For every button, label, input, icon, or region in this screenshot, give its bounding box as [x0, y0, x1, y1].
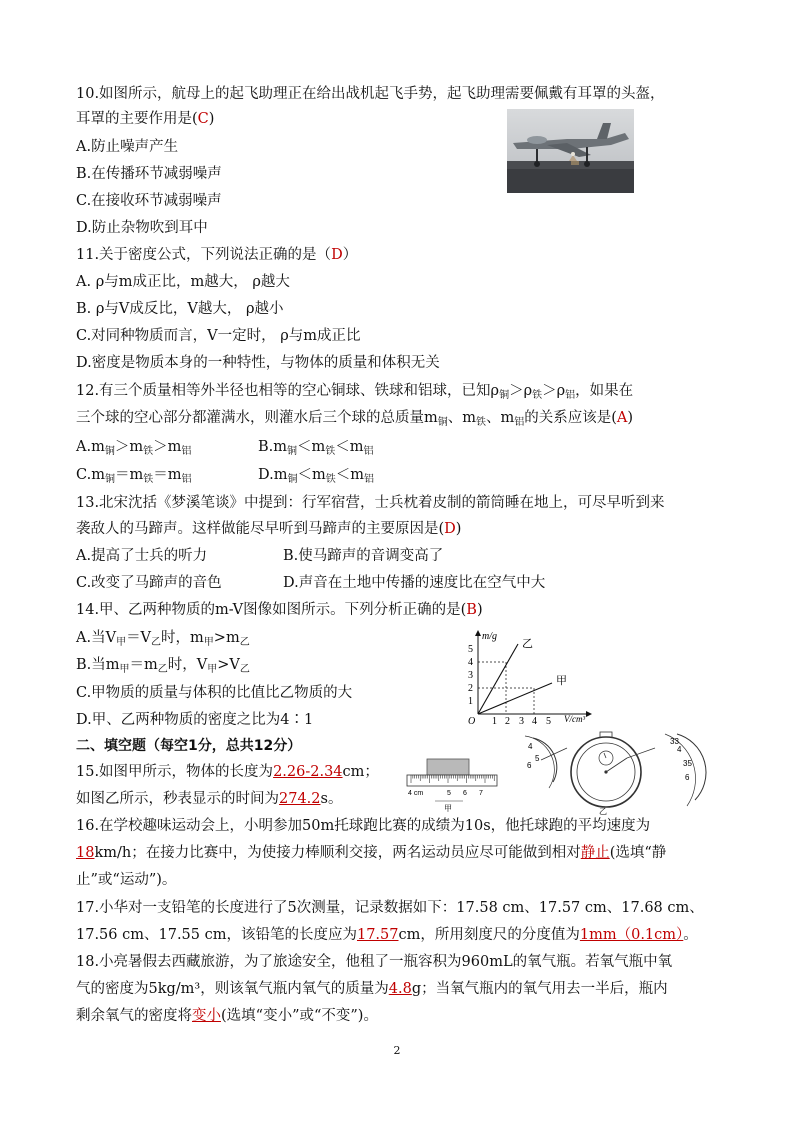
q12-stem-line1: 12.有三个质量相等外半径也相等的空心铜球、铁球和铝球，已知$\rho_铜>\rho_铁>\rho_铝$，如果在 [76, 383, 634, 401]
line-jia-label: 甲 [556, 675, 567, 687]
q12-option-d: $D.m_铜<m_铁<m_铝$ [258, 467, 374, 485]
big-dial-35: 35 [683, 759, 692, 768]
ruler-tick-7: 7 [479, 790, 483, 797]
q10-option-c: C.在接收环节减弱噪声 [76, 193, 222, 209]
y-tick-1: 1 [468, 696, 473, 707]
q15-answer-time: 274.2 [279, 791, 321, 807]
ruler-unit-label: 4 cm [408, 790, 424, 797]
q17-answer-length: 17.57 [356, 927, 399, 943]
ruler-tick-5: 5 [447, 790, 451, 797]
q16-answer-speed: 18 [76, 845, 95, 861]
y-tick-5: 5 [468, 644, 473, 655]
q14-answer: B [466, 602, 477, 618]
q13-option-d: D.声音在土地中传播的速度比在空气中大 [283, 575, 546, 591]
q18-answer-density: 变小 [192, 1008, 221, 1024]
ruler-figure [405, 757, 500, 814]
q11-option-b: B. ρ与V成反比，V越大， ρ越小 [76, 301, 284, 317]
y-axis-label: m/g [482, 631, 497, 642]
x-tick-2: 2 [505, 716, 510, 727]
section-title: 二、填空题（每空1分，总共12分） [76, 738, 302, 754]
q16-line3: 止”或“运动”)。 [76, 872, 177, 888]
q17-line1: 17.小华对一支铅笔的长度进行了5次测量，记录数据如下：17.58 cm、17.57 cm、17.68 cm、 [76, 900, 704, 916]
q12-option-c: $C.m_铜=m_铁=m_铝$ [76, 467, 192, 485]
q10-option-a: A.防止噪声产生 [76, 139, 179, 155]
q13-answer: D [444, 521, 456, 537]
q14-option-b: B.当$m_甲=m_乙$时，$V_甲>V_乙$ [76, 657, 250, 675]
m-v-graph [460, 628, 600, 728]
x-tick-4: 4 [532, 716, 537, 727]
q17-line2: 17.56 cm、17.55 cm，该铅笔的长度应为17.57cm，所用刻度尺的分度值为1mm（0.1cm）。 [76, 927, 698, 943]
q12-answer: A [616, 410, 628, 426]
q12-option-a: $A.m_铜>m_铁>m_铝$ [76, 439, 192, 457]
q10-answer: C [197, 111, 209, 127]
small-dial-6: 6 [527, 761, 532, 770]
q14-option-d: D.甲、乙两种物质的密度之比为4∶1 [76, 712, 314, 728]
q18-line1: 18.小亮暑假去西藏旅游，为了旅途安全，他租了一瓶容积为960mL的氧气瓶。若氧气瓶中氧 [76, 954, 673, 970]
y-tick-3: 3 [468, 670, 473, 681]
x-tick-3: 3 [519, 716, 524, 727]
q16-answer-state: 静止 [580, 845, 610, 861]
q13-stem-line2: 袭敌人的马蹄声。这样做能尽早听到马蹄声的主要原因是(D) [76, 521, 462, 537]
q15-answer-length: 2.26-2.34 [273, 764, 343, 780]
q17-answer-division: 1mm（0.1cm） [579, 927, 684, 943]
q11-option-d: D.密度是物质本身的一种特性，与物体的质量和体积无关 [76, 355, 440, 371]
q14-stem: 14.甲、乙两种物质的m-V图像如图所示。下列分析正确的是(B) [76, 602, 483, 618]
line-yi [478, 644, 518, 714]
q12-stem-line2: 三个球的空心部分都灌满水，则灌水后三个球的总质量$m_铜$、$m_铁$、$m_铝$的关系应该是(A) [76, 410, 634, 428]
small-dial-5: 5 [535, 754, 540, 763]
x-tick-1: 1 [492, 716, 497, 727]
q10-stem-line1: 10.如图所示，航母上的起飞助理正在给出战机起飞手势，起飞助理需要佩戴有耳罩的头盔， [76, 86, 665, 102]
stopwatch-figure [505, 730, 710, 815]
big-dial-4: 4 [677, 745, 682, 754]
q13-option-a: A.提高了士兵的听力 [76, 548, 208, 564]
x-axis-label: V/cm³ [564, 714, 586, 724]
q18-line2: 气的密度为5kg/m³，则该氧气瓶内氧气的质量为4.8g；当氧气瓶内的氧气用去一半后，瓶内 [76, 981, 668, 997]
q12-option-b: $B.m_铜<m_铁<m_铝$ [258, 439, 374, 457]
big-dial-33: 33 [670, 737, 679, 746]
aircraft-carrier-photo [507, 109, 634, 193]
q10-option-d: D.防止杂物吹到耳中 [76, 220, 208, 236]
ruler-caption: 甲 [444, 804, 452, 813]
q13-stem-line1: 13.北宋沈括《梦溪笔谈》中提到：行军宿营，士兵枕着皮制的箭筒睡在地上，可尽早听到来 [76, 495, 665, 511]
q11-stem: 11.关于密度公式，下列说法正确的是（D） [76, 247, 358, 263]
q10-stem-line2: 耳罩的主要作用是(C) [76, 111, 215, 127]
q10-option-b: B.在传播环节减弱噪声 [76, 166, 222, 182]
q14-option-c: C.甲物质的质量与体积的比值比乙物质的大 [76, 685, 353, 701]
q11-option-a: A. ρ与m成正比，m越大， ρ越大 [76, 274, 290, 290]
q16-line2: 18km/h；在接力比赛中，为使接力棒顺利交接，两名运动员应尽可能做到相对静止(选填“静 [76, 845, 667, 861]
line-yi-label: 乙 [522, 638, 533, 650]
small-dial-4: 4 [528, 742, 533, 751]
q18-answer-mass: 4.8 [388, 981, 412, 997]
q18-line3: 剩余氧气的密度将变小(选填“变小”或“不变”)。 [76, 1008, 378, 1024]
q15-line2: 如图乙所示，秒表显示的时间为274.2s。 [76, 791, 343, 807]
origin-label: O [468, 716, 476, 727]
big-dial-6: 6 [685, 773, 690, 782]
x-tick-5: 5 [546, 716, 551, 727]
q14-option-a: A.当$V_甲=V_乙$时，$m_甲>m_乙$ [76, 630, 250, 648]
q11-option-c: C.对同种物质而言，V一定时， ρ与m成正比 [76, 328, 361, 344]
q16-line1: 16.在学校趣味运动会上，小明参加50m托球跑比赛的成绩为10s，他托球跑的平均速度为 [76, 818, 651, 834]
q13-option-c: C.改变了马蹄声的音色 [76, 575, 222, 591]
stopwatch-caption: 乙 [599, 807, 607, 815]
q11-answer: D [331, 247, 343, 263]
q13-option-b: B.使马蹄声的音调变高了 [283, 548, 444, 564]
q15-line1: 15.如图甲所示，物体的长度为2.26-2.34cm； [76, 764, 379, 780]
y-tick-4: 4 [468, 657, 473, 668]
ruler-tick-6: 6 [463, 790, 467, 797]
y-tick-2: 2 [468, 683, 473, 694]
page-number: 2 [393, 1044, 401, 1057]
